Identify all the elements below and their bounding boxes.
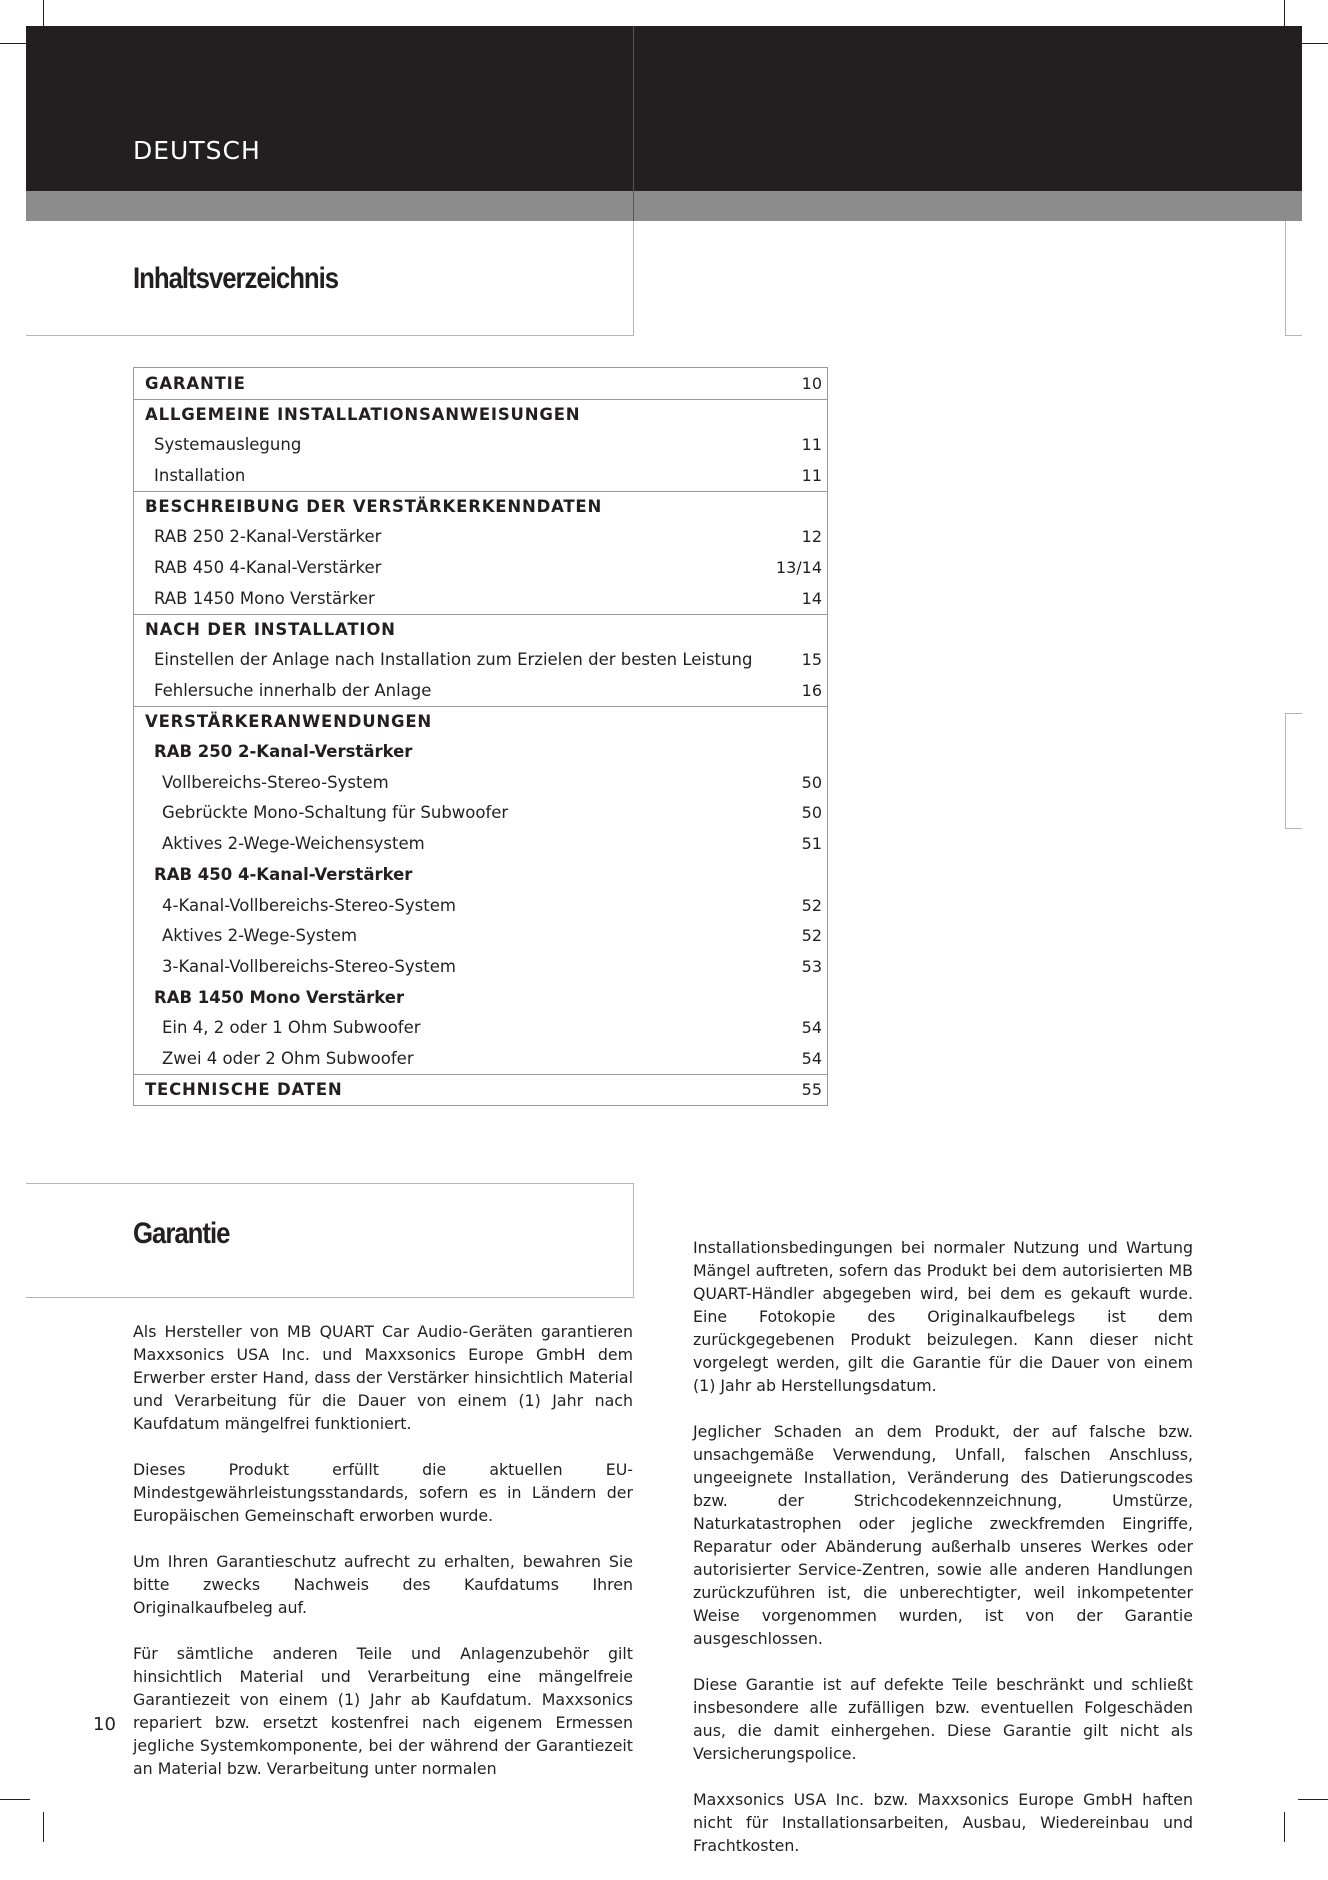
warranty-paragraph: Um Ihren Garantieschutz aufrecht zu erhalten, bewahren Sie bitte zwecks Nachweis des Kaufdatums Ihren Originalkaufbeleg auf. [133,1552,633,1617]
toc-entry-text: Zwei 4 oder 2 Ohm Subwoofer [162,1048,414,1068]
toc-entry-text: Gebrückte Mono-Schaltung für Subwoofer [162,803,509,823]
toc-row [134,798,827,829]
toc-entry-page: 13/14 [775,557,822,577]
toc-entry-page: 54 [801,1048,822,1068]
toc-row [134,460,827,491]
warranty-paragraph: Jeglicher Schaden an dem Produkt, der auf falsche bzw. unsachgemäße Verwendung, Unfall, falschen Anschluss, ungeeignete Installation, Veränderung des Datierungscodes bzw. der Strichcodekennzeichnung, Umstürze, Naturkatastrophen oder jegliche zweckfremden Eingriffe, Reparatur oder Abänderung außerhalb unseres Werkes oder autorisierter Service-Zentren, sowie alle anderen Handlungen zurückzuführen ist, die unberechtigter, weil inkompetenter Weise vorgenommen wurden, ist von der Garantie ausgeschlossen. [693,1422,1193,1648]
toc-entry-page: 14 [801,588,822,608]
page-number: 10 [93,1714,116,1735]
toc-entry-text: ALLGEMEINE INSTALLATIONSANWEISUNGEN [145,405,581,425]
crop-mark [1298,1799,1328,1800]
toc-entry-page: 50 [801,803,822,823]
toc-entry-text: RAB 450 4-Kanal-Verstärker [154,557,382,577]
toc-entry-page: 15 [801,650,822,670]
toc-row [134,552,827,583]
toc-entry-text: Aktives 2-Wege-Weichensystem [162,834,425,854]
header-gray-strip [26,191,1302,221]
toc-entry-text: RAB 250 2-Kanal-Verstärker [154,527,382,547]
toc-row [134,521,827,552]
toc-entry-page: 52 [801,895,822,915]
toc-row [134,675,827,706]
toc-row [134,583,827,614]
crop-mark [0,1799,30,1800]
toc-entry-text: Systemauslegung [154,435,302,455]
toc-entry-text: Einstellen der Anlage nach Installation zum Erzielen der besten Leistung [154,650,753,670]
toc-entry-text: Vollbereichs-Stereo-System [162,772,389,792]
warranty-title: Garantie [133,1217,230,1250]
toc-entry-text: Fehlersuche innerhalb der Anlage [154,680,432,700]
toc-entry-text: GARANTIE [145,373,246,393]
warranty-left-column [133,1320,633,1803]
toc-row [134,1074,827,1105]
header-divider [633,26,634,221]
warranty-paragraph: Diese Garantie ist auf defekte Teile beschränkt und schließt insbesondere alle zufälligen bzw. eventuellen Folgeschäden aus, die damit einhergehen. Diese Garantie gilt nicht als Versicherungspolice. [693,1675,1193,1763]
toc-entry-text: NACH DER INSTALLATION [145,619,396,639]
toc-entry-page: 55 [801,1080,822,1100]
toc-row [134,828,827,859]
toc-row [134,644,827,675]
toc-row [134,767,827,798]
frame-line [1285,713,1286,829]
frame-line [1285,335,1302,336]
frame-line [1285,828,1302,829]
crop-mark [1284,1812,1285,1842]
toc-entry-text: TECHNISCHE DATEN [145,1080,343,1100]
toc-entry-text: VERSTÄRKERANWENDUNGEN [145,711,433,731]
toc-row [134,614,827,645]
warranty-paragraph: Als Hersteller von MB QUART Car Audio-Geräten garantieren Maxxsonics USA Inc. und Maxxsonics Europe GmbH dem Erwerber erster Hand, dass der Verstärker hinsichtlich Material und Verarbeitung für die Dauer von einem (1) Jahr nach Kaufdatum mängelfrei funktioniert. [133,1322,633,1433]
toc-row [134,368,827,399]
warranty-right-column [693,1236,1193,1880]
toc-entry-page: 52 [801,926,822,946]
toc-entry-page: 53 [801,956,822,976]
toc-row [134,859,827,890]
frame-line [26,1183,634,1184]
toc-entry-text: RAB 250 2-Kanal-Verstärker [154,742,413,762]
header-band [26,26,1302,191]
toc-entry-text: BESCHREIBUNG DER VERSTÄRKERKENNDATEN [145,497,603,517]
toc-row [134,491,827,522]
toc-row [134,1012,827,1043]
frame-line [633,221,634,336]
frame-line [1285,221,1286,336]
toc-row [134,920,827,951]
toc-entry-page: 50 [801,772,822,792]
toc-row [134,1043,827,1074]
warranty-paragraph: Dieses Produkt erfüllt die aktuellen EU-Mindestgewährleistungsstandards, sofern es in Ländern der Europäischen Gemeinschaft erworben wurde. [133,1460,633,1525]
toc-entry-text: Aktives 2-Wege-System [162,926,358,946]
toc-row [134,399,827,430]
toc-row [134,982,827,1013]
toc-entry-page: 12 [801,527,822,547]
toc-row [134,736,827,767]
warranty-paragraph: Für sämtliche anderen Teile und Anlagenzubehör gilt hinsichtlich Material und Verarbeitung eine mängelfreie Garantiezeit von einem (1) Jahr ab Kaufdatum. Maxxsonics repariert bzw. ersetzt kostenfrei nach eigenem Ermessen jegliche Systemkomponente, bei der während der Garantiezeit an Material bzw. Verarbeitung unter normalen [133,1644,633,1778]
toc-entry-page: 11 [801,435,822,455]
crop-mark [43,1812,44,1842]
warranty-paragraph: Maxxsonics USA Inc. bzw. Maxxsonics Europe GmbH haften nicht für Installationsarbeiten, Ausbau, Wiedereinbau und Frachtkosten. [693,1790,1193,1855]
frame-line [1285,713,1302,714]
toc-entry-page: 54 [801,1018,822,1038]
toc-entry-text: RAB 1450 Mono Verstärker [154,987,405,1007]
toc-table [133,367,828,1106]
toc-entry-page: 11 [801,465,822,485]
toc-row [134,951,827,982]
frame-line [26,1297,634,1298]
warranty-paragraph: Installationsbedingungen bei normaler Nutzung und Wartung Mängel auftreten, sofern das Produkt bei dem autorisierten MB QUART-Händler abgegeben wird, bei dem es gekauft wurde. Eine Fotokopie des Originalkaufbelegs ist dem zurückgegebenen Produkt beizulegen. Kann dieser nicht vorgelegt werden, gilt die Garantie für die Dauer von einem (1) Jahr ab Herstellungsdatum. [693,1238,1193,1395]
toc-entry-page: 51 [801,834,822,854]
crop-mark [1298,43,1328,44]
toc-entry-text: RAB 450 4-Kanal-Verstärker [154,864,413,884]
frame-line [26,335,634,336]
toc-entry-text: 3-Kanal-Vollbereichs-Stereo-System [162,956,456,976]
toc-row [134,706,827,737]
toc-entry-text: 4-Kanal-Vollbereichs-Stereo-System [162,895,456,915]
toc-entry-text: Installation [154,465,246,485]
frame-line [633,1183,634,1298]
toc-title: Inhaltsverzeichnis [133,262,339,295]
toc-entry-page: 10 [801,373,822,393]
language-label: DEUTSCH [133,136,261,165]
toc-entry-text: Ein 4, 2 oder 1 Ohm Subwoofer [162,1018,421,1038]
toc-row [134,429,827,460]
toc-entry-text: RAB 1450 Mono Verstärker [154,588,375,608]
toc-row [134,890,827,921]
toc-entry-page: 16 [801,680,822,700]
